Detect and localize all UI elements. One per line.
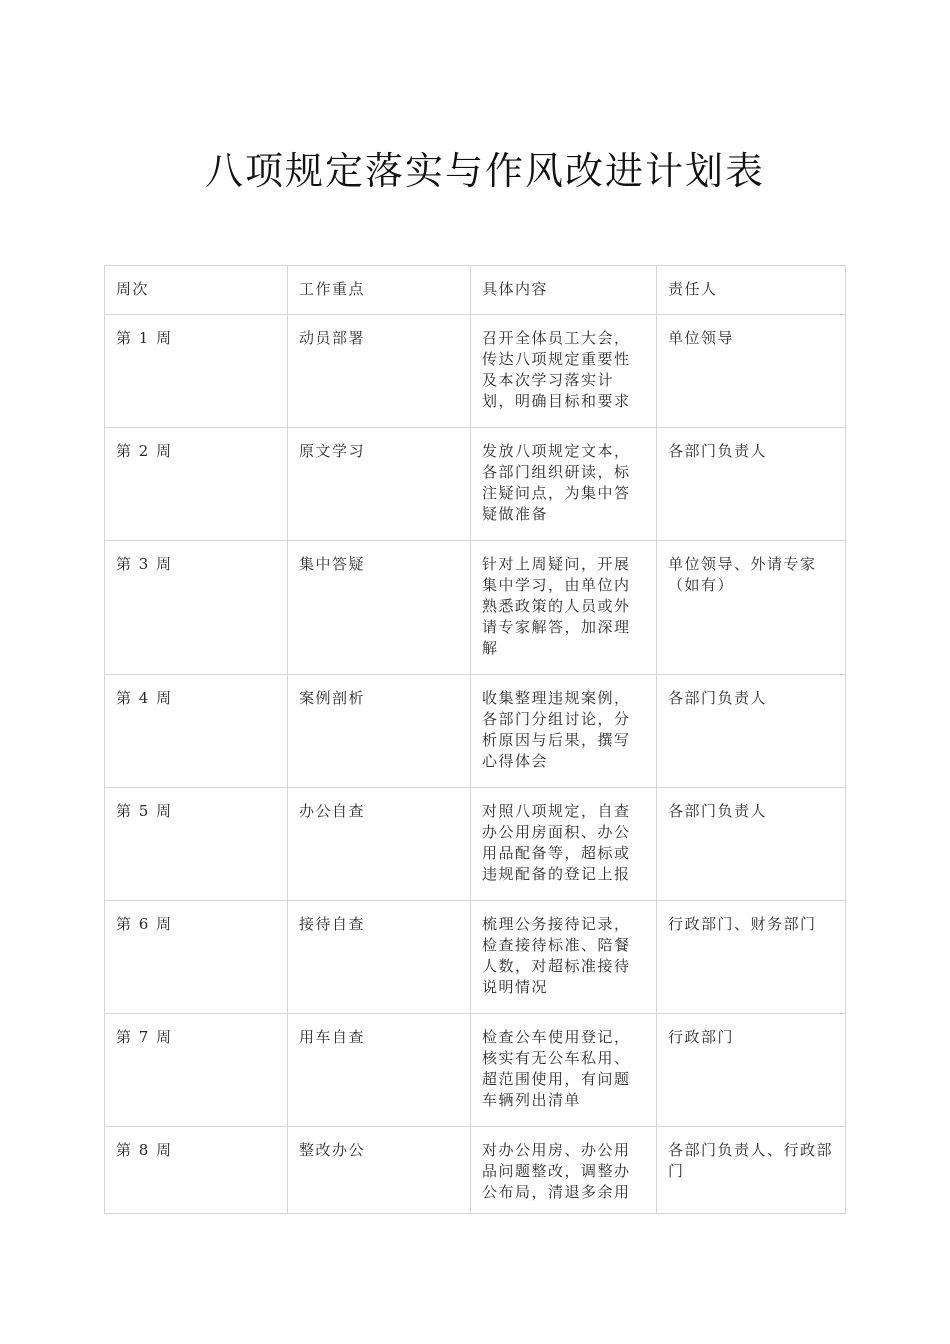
table-row [105, 901, 846, 1014]
cell-focus: 用车自查 [288, 1014, 471, 1127]
plan-table [104, 265, 846, 1214]
cell-focus: 案例剖析 [288, 675, 471, 788]
header-focus: 工作重点 [288, 266, 471, 315]
page-title: 八项规定落实与作风改进计划表 [204, 149, 765, 193]
cell-content: 检查公车使用登记，核实有无公车私用、超范围使用，有问题车辆列出清单 [471, 1014, 657, 1127]
cell-focus: 动员部署 [288, 315, 471, 428]
cell-week: 第 4 周 [105, 675, 288, 788]
cell-focus: 原文学习 [288, 428, 471, 541]
cell-owner: 各部门负责人、行政部门 [657, 1127, 846, 1214]
cell-owner: 单位领导、外请专家（如有） [657, 541, 846, 675]
cell-content [471, 1127, 657, 1214]
cell-owner: 各部门负责人 [657, 675, 846, 788]
cell-owner: 行政部门、财务部门 [657, 901, 846, 1014]
table-row [105, 428, 846, 541]
cell-owner: 单位领导 [657, 315, 846, 428]
cell-content-text: 对办公用房、办公用品问题整改，调整办公布局，清退多余用 [482, 1141, 631, 1201]
cell-week: 第 5 周 [105, 788, 288, 901]
cell-week: 第 8 周 [105, 1127, 288, 1214]
cell-focus: 整改办公 [288, 1127, 471, 1214]
header-week: 周次 [105, 266, 288, 315]
table-row [105, 788, 846, 901]
cell-content: 发放八项规定文本，各部门组织研读，标注疑问点，为集中答疑做准备 [471, 428, 657, 541]
cell-focus: 办公自查 [288, 788, 471, 901]
table-row [105, 1127, 846, 1214]
cell-owner: 各部门负责人 [657, 428, 846, 541]
cell-week: 第 7 周 [105, 1014, 288, 1127]
cell-content: 梳理公务接待记录，检查接待标准、陪餐人数，对超标准接待说明情况 [471, 901, 657, 1014]
cell-content: 召开全体员工大会，传达八项规定重要性及本次学习落实计划，明确目标和要求 [471, 315, 657, 428]
cell-focus: 集中答疑 [288, 541, 471, 675]
cell-owner: 行政部门 [657, 1014, 846, 1127]
table-header-row [105, 266, 846, 315]
cell-owner: 各部门负责人 [657, 788, 846, 901]
table-row [105, 315, 846, 428]
header-owner: 责任人 [657, 266, 846, 315]
cell-focus: 接待自查 [288, 901, 471, 1014]
cell-week: 第 6 周 [105, 901, 288, 1014]
table-row [105, 541, 846, 675]
cell-week: 第 2 周 [105, 428, 288, 541]
cell-week: 第 3 周 [105, 541, 288, 675]
table-row [105, 675, 846, 788]
cell-content: 对照八项规定，自查办公用房面积、办公用品配备等，超标或违规配备的登记上报 [471, 788, 657, 901]
header-content: 具体内容 [471, 266, 657, 315]
cell-content: 收集整理违规案例，各部门分组讨论，分析原因与后果，撰写心得体会 [471, 675, 657, 788]
cell-content: 针对上周疑问，开展集中学习，由单位内熟悉政策的人员或外请专家解答，加深理解 [471, 541, 657, 675]
table-row [105, 1014, 846, 1127]
cell-week: 第 1 周 [105, 315, 288, 428]
